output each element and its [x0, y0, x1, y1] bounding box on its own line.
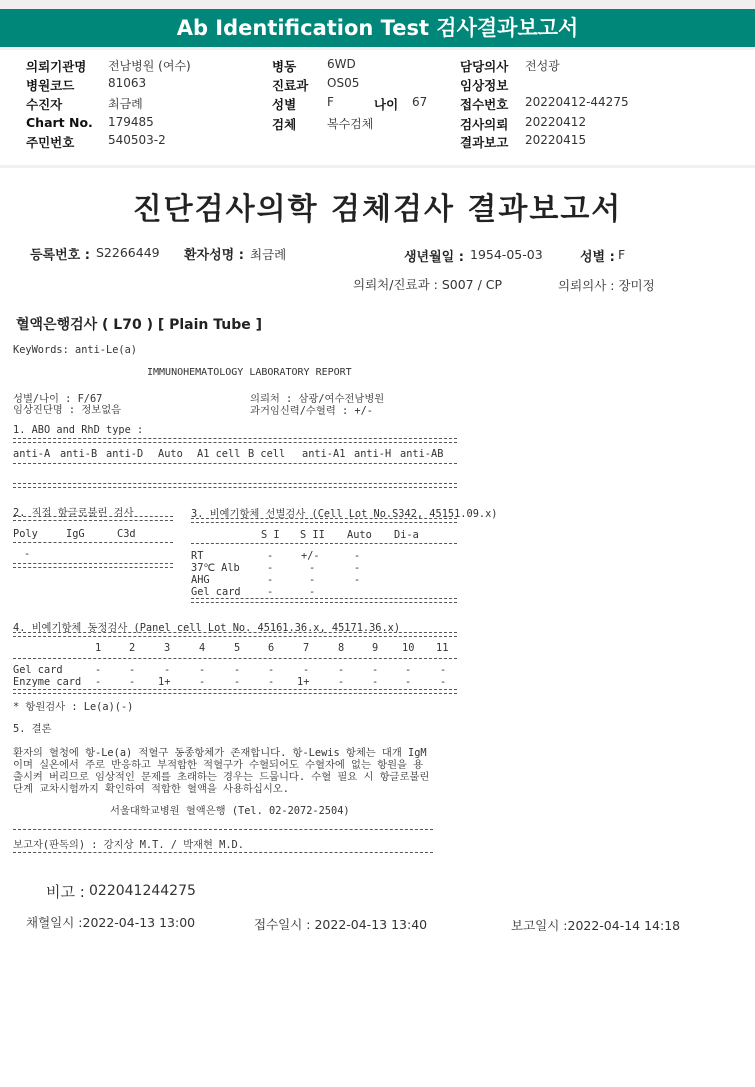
- s1-col: anti-D: [106, 448, 144, 460]
- info-value: 20220412-44275: [525, 95, 629, 109]
- s4-cell: -: [268, 676, 275, 688]
- s1-col: Auto: [158, 448, 183, 460]
- s3-row-label: Gel card: [191, 586, 241, 598]
- lab-report-document: [0, 168, 755, 1087]
- s4-col: 3: [164, 642, 171, 654]
- s4-title: 4. 비예기항체 동정검사 (Panel cell Lot No. 45161.36.x, 45171.36.x): [13, 622, 401, 634]
- s4-cell: -: [338, 664, 345, 676]
- s4-cell: -: [440, 676, 447, 688]
- conclusion-line: 이며 실온에서 주로 반응하고 부적합한 적혈구가 수혈되어도 수혈자에 없는 항원을 용: [13, 759, 424, 771]
- s3-cell: -: [309, 562, 316, 574]
- sex-label: 성별 :: [580, 250, 615, 265]
- info-value: 20220412: [525, 115, 587, 129]
- conclusion-line: 환자의 혈청에 항-Le(a) 적혈구 동종항체가 존재합니다. 항-Lewis 항체는 대개 IgM: [13, 747, 427, 759]
- info-value: 6WD: [327, 57, 356, 71]
- s4-col: 8: [338, 642, 345, 654]
- info-label: Chart No.: [26, 115, 93, 130]
- s4-col: 1: [95, 642, 102, 654]
- receive-time: 접수일시 : 2022-04-13 13:40: [254, 917, 428, 932]
- remark-value: 022041244275: [89, 883, 196, 899]
- diagnosis: 임상진단명 : 정보없음: [13, 404, 122, 416]
- s4-cell: -: [440, 664, 447, 676]
- s3-col: S I: [261, 529, 280, 541]
- report-header: [0, 9, 755, 47]
- info-label: 나이: [374, 97, 399, 112]
- s1-col: anti-AB: [400, 448, 444, 460]
- s1-col: anti-H: [354, 448, 392, 460]
- s3-cell: -: [354, 562, 361, 574]
- info-value: 67: [412, 95, 428, 109]
- info-value: 81063: [108, 76, 147, 90]
- info-label: 성별: [272, 97, 297, 112]
- antigen-test: * 항원검사 : Le(a)(-): [13, 701, 134, 713]
- info-value: OS05: [327, 76, 360, 90]
- info-value: 복수검체: [327, 117, 374, 131]
- s3-cell: -: [354, 574, 361, 586]
- info-label: 검체: [272, 117, 297, 132]
- history: 과거임신력/수혈력 : +/-: [250, 405, 373, 417]
- dob-label: 생년월일 :: [404, 250, 464, 265]
- dob-value: 1954-05-03: [470, 247, 543, 262]
- info-value: 전남병원 (여수): [108, 59, 191, 73]
- s1-col: anti-A: [13, 448, 51, 460]
- info-value: 20220415: [525, 133, 587, 147]
- info-label: 의뢰기관명: [26, 59, 87, 74]
- hospital-contact: 서울대학교병원 혈액은행 (Tel. 02-2072-2504): [110, 805, 350, 817]
- reg-label: 등록번호 :: [30, 248, 90, 263]
- s3-col: Di-a: [394, 529, 419, 541]
- s4-cell: -: [405, 676, 412, 688]
- info-label: 임상정보: [460, 78, 509, 93]
- sex-age: 성별/나이 : F/67: [13, 393, 103, 405]
- info-label: 수진자: [26, 97, 63, 112]
- s2-value: -: [24, 548, 31, 560]
- s2-col: C3d: [117, 528, 136, 540]
- document-title: 진단검사의학 검체검사 결과보고서: [132, 192, 623, 227]
- s4-cell: -: [372, 664, 379, 676]
- s4-col: 10: [402, 642, 415, 654]
- s3-cell: -: [309, 574, 316, 586]
- s4-cell: -: [199, 664, 206, 676]
- info-label: 담당의사: [460, 59, 509, 74]
- s4-row-label: Gel card: [13, 664, 63, 676]
- s1-col: B cell: [248, 448, 286, 460]
- s4-cell: -: [268, 664, 275, 676]
- dept-info: 의뢰처/진료과 : S007 / CP: [353, 277, 503, 292]
- s4-cell: 1+: [297, 676, 310, 688]
- s4-cell: -: [129, 664, 136, 676]
- s3-cell: -: [267, 574, 274, 586]
- s4-cell: -: [303, 664, 310, 676]
- s3-cell: -: [267, 562, 274, 574]
- patient-label: 환자성명 :: [184, 248, 244, 263]
- reporter: 보고자(판독의) : 강지상 M.T. / 박재현 M.D.: [13, 839, 244, 851]
- s4-cell: -: [129, 676, 136, 688]
- s4-cell: -: [338, 676, 345, 688]
- s4-col: 11: [436, 642, 449, 654]
- info-label: 결과보고: [460, 135, 509, 150]
- s3-cell: -: [354, 550, 361, 562]
- info-label: 접수번호: [460, 97, 509, 112]
- s3-title: 3. 비예기항체 선별검사 (Cell Lot No.S342, 45151.09.x): [191, 508, 498, 520]
- keywords: KeyWords: anti-Le(a): [13, 344, 137, 356]
- info-label: 병원코드: [26, 78, 75, 93]
- s3-col: S II: [300, 529, 325, 541]
- s2-col: Poly: [13, 528, 38, 540]
- s4-col: 6: [268, 642, 275, 654]
- s3-row-label: AHG: [191, 574, 210, 586]
- s4-row-label: Enzyme card: [13, 676, 82, 688]
- s2-title: 2. 직접 항글로불린 검사: [13, 507, 134, 519]
- info-label: 주민번호: [26, 135, 75, 150]
- s4-cell: -: [372, 676, 379, 688]
- s1-title: 1. ABO and RhD type :: [13, 424, 144, 436]
- s3-row-label: 37℃ Alb: [191, 562, 240, 574]
- s3-cell: -: [309, 586, 316, 598]
- report-title: IMMUNOHEMATOLOGY LABORATORY REPORT: [147, 367, 352, 378]
- report-time: 보고일시 :2022-04-14 14:18: [511, 918, 681, 933]
- s1-col: anti-A1: [302, 448, 346, 460]
- sex-value: F: [618, 247, 626, 262]
- s3-cell: -: [267, 550, 274, 562]
- s4-col: 9: [372, 642, 379, 654]
- patient-value: 최금례: [250, 247, 287, 262]
- s1-col: A1 cell: [197, 448, 241, 460]
- info-value: 540503-2: [108, 133, 166, 147]
- info-label: 검사의뢰: [460, 117, 509, 132]
- s4-cell: 1+: [158, 676, 171, 688]
- s4-col: 2: [129, 642, 136, 654]
- s4-cell: -: [405, 664, 412, 676]
- s4-cell: -: [164, 664, 171, 676]
- s4-cell: -: [95, 676, 102, 688]
- s3-col: Auto: [347, 529, 372, 541]
- reg-value: S2266449: [96, 245, 160, 260]
- s2-col: IgG: [66, 528, 85, 540]
- s1-col: anti-B: [60, 448, 98, 460]
- s4-col: 7: [303, 642, 310, 654]
- patient-info-panel: [0, 50, 755, 165]
- info-label: 진료과: [272, 78, 309, 93]
- header-title: Ab Identification Test 검사결과보고서: [176, 16, 579, 40]
- info-value: 179485: [108, 115, 154, 129]
- conclusion-line: 출시켜 버리므로 임상적인 문제를 초래하는 경우는 드뭅니다. 수혈 필요 시 항글로불린: [13, 771, 430, 783]
- info-value: 최금례: [108, 97, 143, 111]
- s4-cell: -: [199, 676, 206, 688]
- client: 의뢰처 : 삼광/여수전남병원: [250, 393, 385, 405]
- remark-label: 비고 :: [46, 883, 85, 901]
- s3-cell: -: [267, 586, 274, 598]
- s4-cell: -: [234, 676, 241, 688]
- s3-row-label: RT: [191, 550, 204, 562]
- s5-title: 5. 결론: [13, 723, 52, 735]
- s4-col: 4: [199, 642, 206, 654]
- s4-col: 5: [234, 642, 241, 654]
- s4-cell: -: [95, 664, 102, 676]
- s4-cell: -: [234, 664, 241, 676]
- collect-time: 채혈일시 :2022-04-13 13:00: [26, 915, 196, 930]
- section-title: 혈액은행검사 ( L70 ) [ Plain Tube ]: [16, 317, 263, 333]
- doctor-info: 의뢰의사 : 장미정: [558, 278, 655, 293]
- conclusion-line: 단계 교차시험까지 확인하여 적합한 혈액을 사용하십시오.: [13, 783, 289, 795]
- info-value: F: [327, 95, 334, 109]
- s3-cell: +/-: [301, 550, 320, 562]
- info-label: 병동: [272, 59, 297, 74]
- info-value: 전성광: [525, 59, 560, 73]
